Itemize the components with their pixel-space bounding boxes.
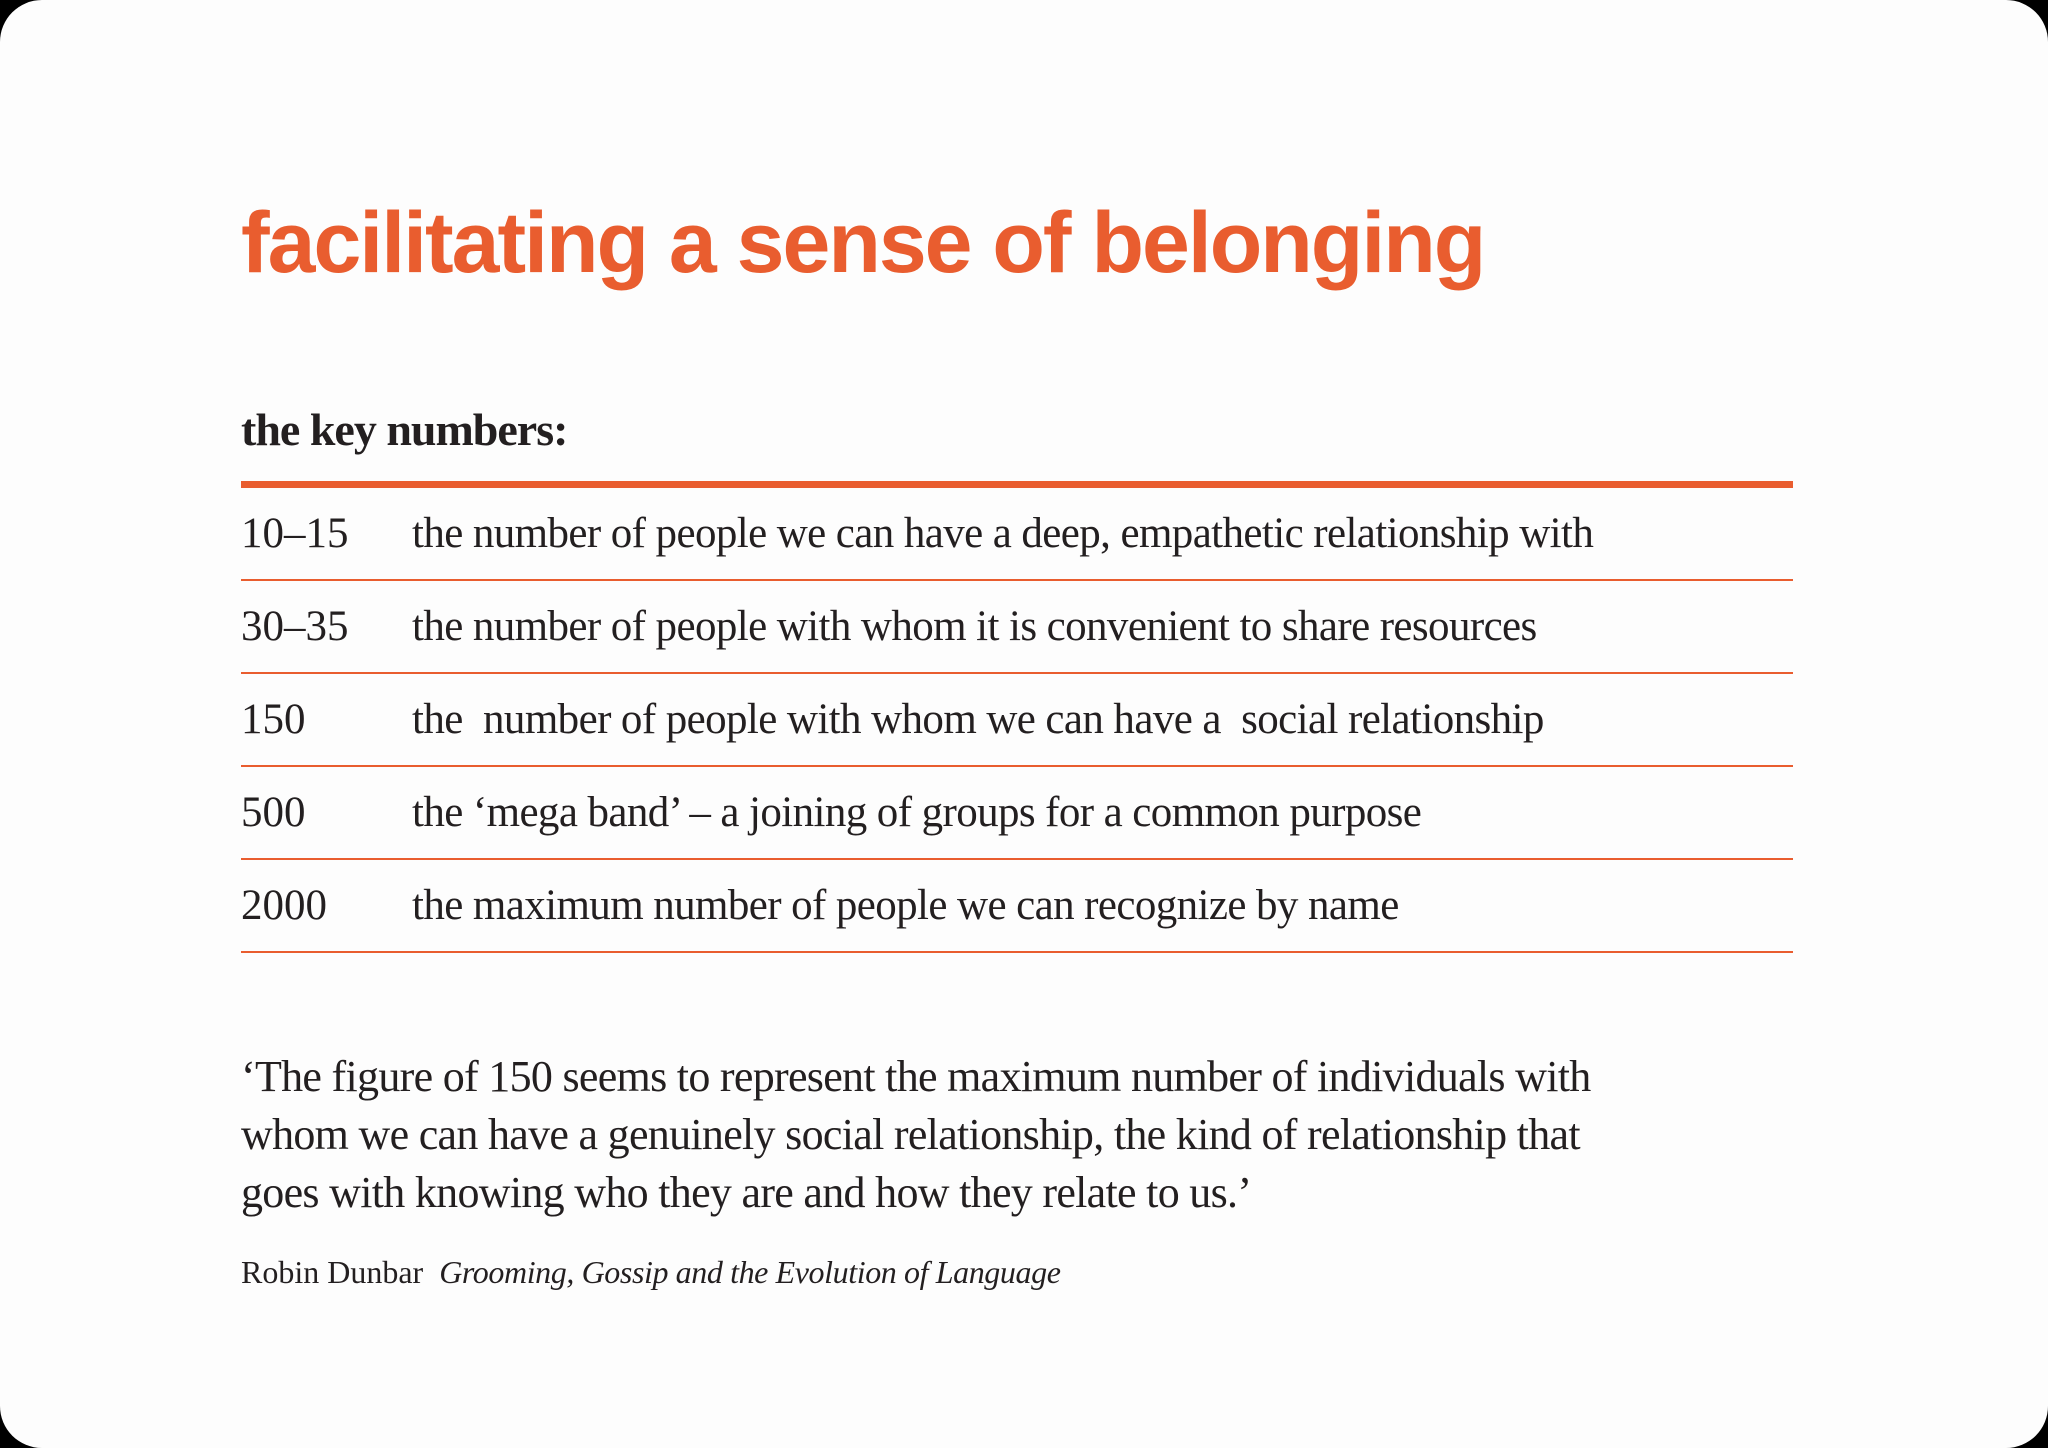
row-description: the number of people with whom it is convenient to share resources [412, 603, 1537, 650]
citation-author: Robin Dunbar [241, 1254, 424, 1290]
row-description: the number of people with whom we can have a social relationship [412, 696, 1544, 743]
row-number: 10–15 [241, 510, 349, 557]
row-description: the maximum number of people we can recognize by name [412, 882, 1399, 929]
table-row [241, 488, 1793, 581]
row-description: the number of people we can have a deep, empathetic relationship with [412, 510, 1594, 557]
row-number: 2000 [241, 882, 327, 929]
table-row [241, 860, 1793, 953]
table-row [241, 767, 1793, 860]
row-number: 30–35 [241, 603, 349, 650]
row-number: 150 [241, 696, 306, 743]
citation [241, 1250, 1061, 1294]
key-numbers-table [241, 481, 1793, 953]
table-row [241, 581, 1793, 674]
table-row [241, 674, 1793, 767]
quote-line: whom we can have a genuinely social relationship, the kind of relationship that [241, 1110, 1580, 1159]
key-numbers-heading: the key numbers: [241, 404, 568, 455]
quote-line: goes with knowing who they are and how they relate to us.’ [241, 1168, 1252, 1217]
page-title: facilitating a sense of belonging [241, 195, 1485, 291]
citation-work: Grooming, Gossip and the Evolution of Language [439, 1254, 1061, 1290]
row-description: the ‘mega band’ – a joining of groups for a common purpose [412, 789, 1422, 836]
quote-line: ‘The figure of 150 seems to represent the maximum number of individuals with [241, 1052, 1591, 1101]
row-number: 500 [241, 789, 306, 836]
quote [241, 1048, 1821, 1222]
